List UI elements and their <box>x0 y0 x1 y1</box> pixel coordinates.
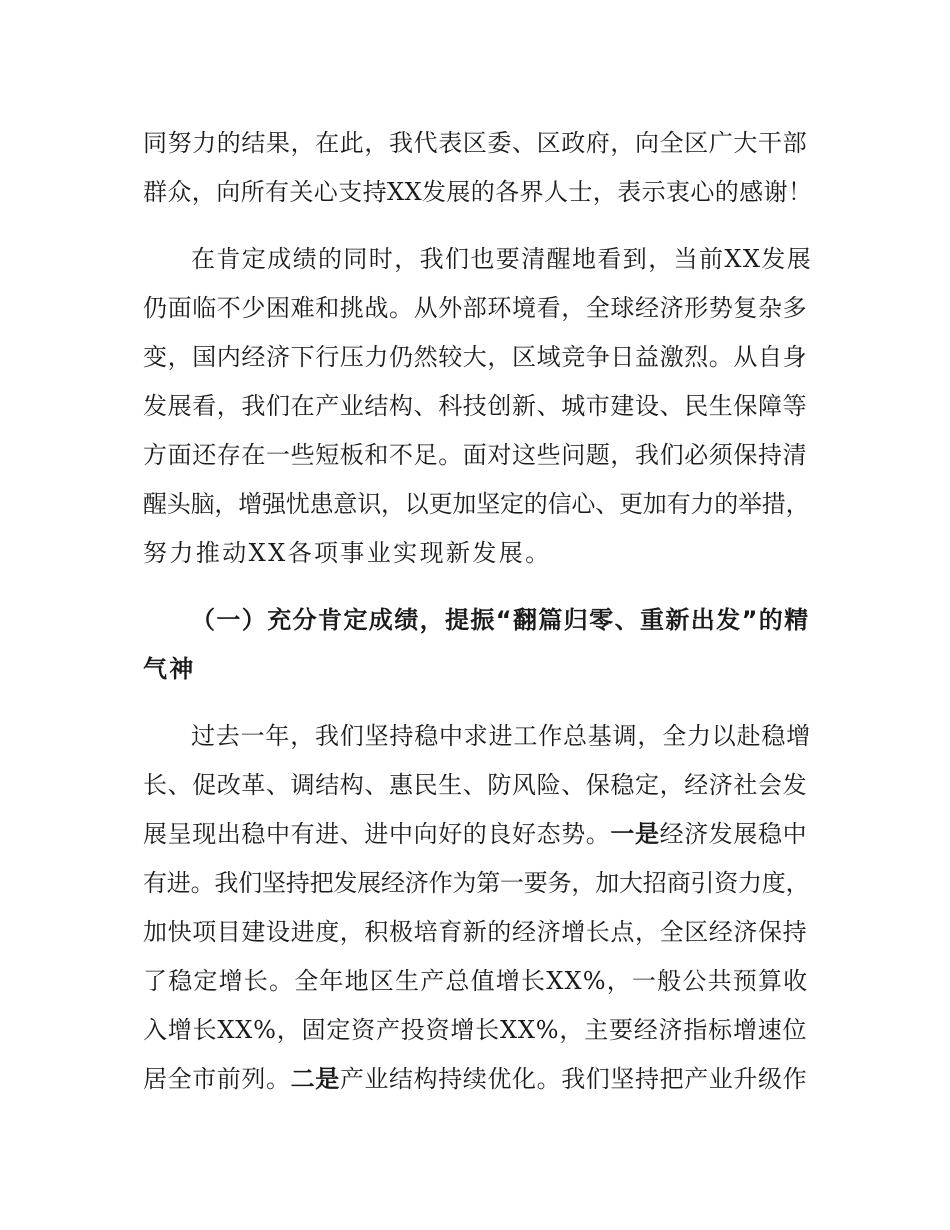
section-heading-line-2: 气神 <box>143 655 196 683</box>
paragraph-3-line-2: 长、促改革、调结构、惠民生、防风险、保稳定，经济社会发 <box>143 771 808 799</box>
paragraph-3-line-5: 加快项目建设进度，积极培育新的经济增长点，全区经济保持 <box>143 918 808 946</box>
section-heading-line-1: （一）充分肯定成绩，提振“翻篇归零、重新出发”的精 <box>191 606 810 634</box>
paragraph-2-line-6: 醒头脑，增强忧患意识，以更加坚定的信心、更加有力的举措， <box>143 490 810 518</box>
paragraph-1-line-1: 同努力的结果，在此，我代表区委、区政府，向全区广大干部 <box>143 129 808 157</box>
paragraph-3-line-4: 有进。我们坚持把发展经济作为第一要务，加大招商引资力度， <box>143 869 810 897</box>
paragraph-3-line-8 <box>143 1062 807 1096</box>
paragraph-2-line-3: 变，国内经济下行压力仍然较大，区域竞争日益激烈。从自身 <box>143 343 808 371</box>
paragraph-3-line-3 <box>143 817 807 851</box>
paragraph-3-line-7: 入增长XX%，固定资产投资增长XX%，主要经济指标增速位 <box>143 1016 808 1044</box>
paragraph-3-line-3-bold: 一是 <box>610 820 660 848</box>
paragraph-2-line-4: 发展看，我们在产业结构、科技创新、城市建设、民生保障等 <box>143 392 808 420</box>
paragraph-2-line-2: 仍面临不少困难和挑战。从外部环境看，全球经济形势复杂多 <box>143 294 808 322</box>
paragraph-3-line-1: 过去一年，我们坚持稳中求进工作总基调，全力以赴稳增 <box>191 722 811 750</box>
paragraph-3-line-3-text: 展呈现出稳中有进、进中向好的良好态势。 <box>143 820 611 848</box>
paragraph-2-line-5: 方面还存在一些短板和不足。面对这些问题，我们必须保持清 <box>143 441 808 469</box>
paragraph-3-line-8-text: 居全市前列。 <box>143 1065 291 1093</box>
paragraph-3-line-8-bold: 二是 <box>290 1065 340 1093</box>
paragraph-3-line-6: 了稳定增长。全年地区生产总值增长XX%，一般公共预算收 <box>143 967 809 995</box>
paragraph-2-line-1: 在肯定成绩的同时，我们也要清醒地看到，当前XX发展 <box>191 245 813 273</box>
paragraph-3-line-8-tail: 产业结构持续优化。我们坚持把产业升级作 <box>339 1065 808 1093</box>
paragraph-2-line-7: 努力推动XX各项事业实现新发展。 <box>143 539 552 567</box>
paragraph-1-line-2: 群众，向所有关心支持XX发展的各界人士，表示衷心的感谢！ <box>143 178 813 206</box>
paragraph-3-line-3-tail: 经济发展稳中 <box>659 820 808 848</box>
